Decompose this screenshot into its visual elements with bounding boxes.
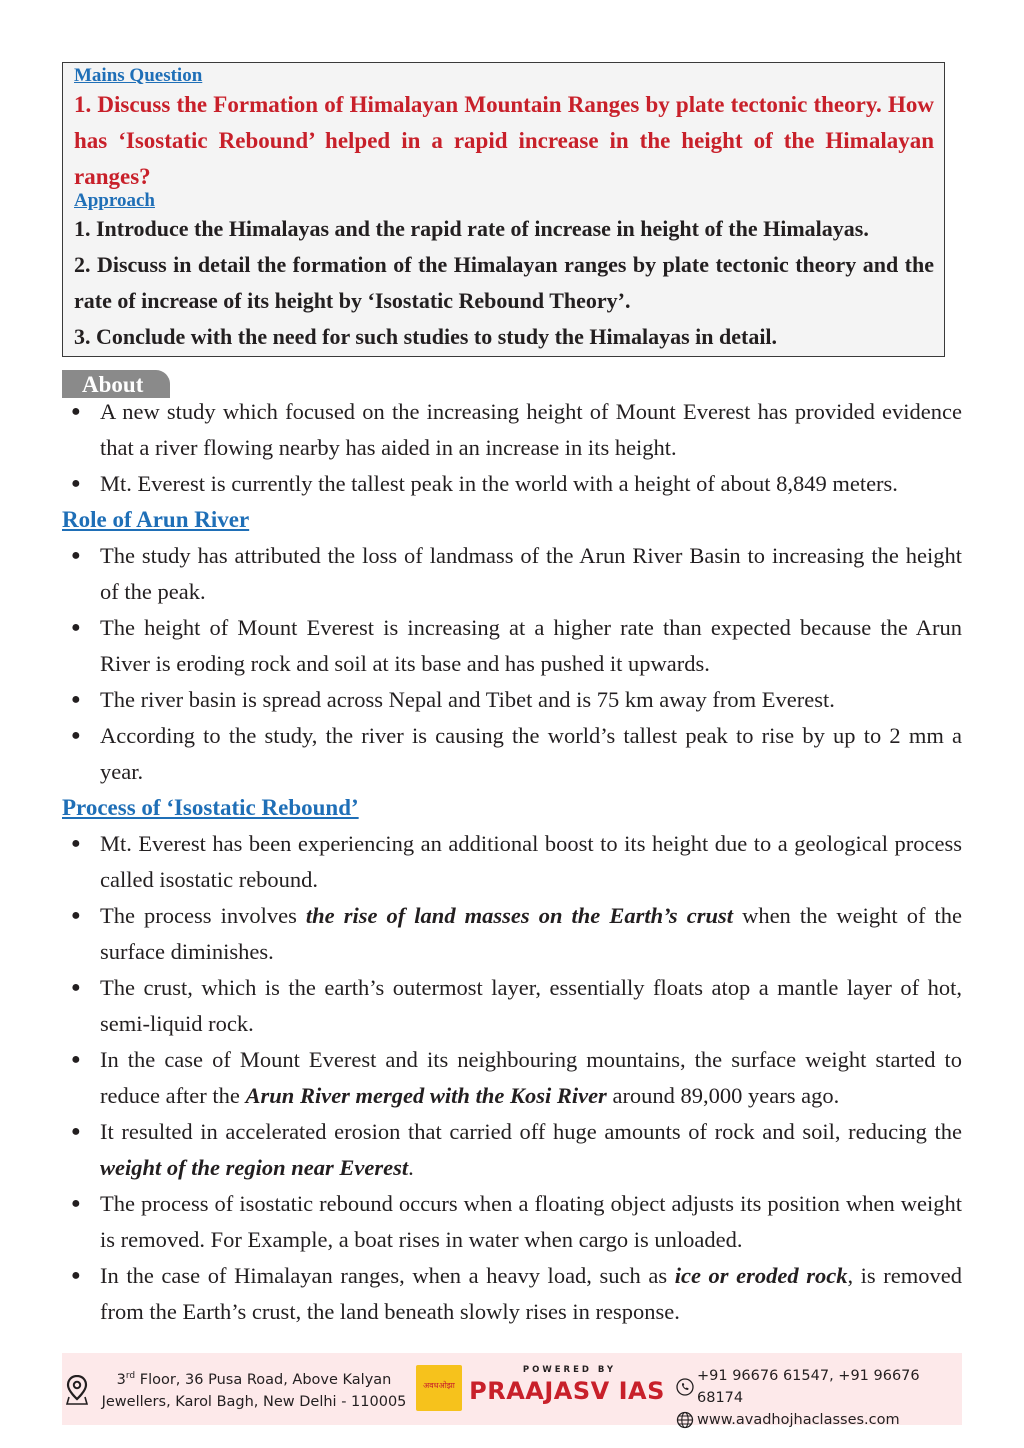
avadh-ojha-logo: अवधओझा — [416, 1365, 462, 1411]
page-footer — [62, 1353, 962, 1428]
list-item: ● The height of Mount Everest is increasing at a higher rate than expected because the Arun River is eroding rock and soil at its base and has pushed it upwards. — [71, 615, 962, 676]
mains-question-box — [62, 62, 945, 357]
list-item: ● The process involves the rise of land masses on the Earth’s crust when the weight of the surface diminishes. — [71, 903, 962, 964]
list-item: ● In the case of Mount Everest and its neighbouring mountains, the surface weight started to reduce after the Arun River merged with the Kosi River around 89,000 years ago. — [71, 1047, 962, 1108]
mains-question-text: 1. Discuss the Formation of Himalayan Mountain Ranges by plate tectonic theory. How has ‘Isostatic Rebound’ helped in a rapid increase in the height of the Himalayan ranges? — [74, 92, 934, 189]
location-pin-icon — [66, 1375, 88, 1405]
approach-label: Approach — [74, 190, 155, 211]
list-item: ● The river basin is spread across Nepal and Tibet and is 75 km away from Everest. — [71, 687, 835, 712]
list-item: ● According to the study, the river is causing the world’s tallest peak to rise by up to 2 mm a year. — [71, 723, 962, 784]
globe-icon — [676, 1411, 694, 1429]
approach-point: 2. Discuss in detail the formation of the Himalayan ranges by plate tectonic theory and the rate of increase of its height by ‘Isostatic Rebound Theory’. — [74, 252, 934, 313]
isostatic-rebound-list — [62, 826, 962, 1330]
about-tab: About — [62, 370, 170, 398]
about-list — [62, 394, 962, 502]
footer-contact — [676, 1365, 962, 1431]
mains-question-label: Mains Question — [74, 65, 203, 86]
brand-name: PRAAJASV IAS — [469, 1377, 665, 1405]
main-content — [62, 394, 962, 1330]
list-item: ● The study has attributed the loss of landmass of the Arun River Basin to increasing the height of the peak. — [71, 543, 962, 604]
phone-numbers: +91 96676 61547, +91 96676 68174 — [697, 1368, 920, 1406]
phone-icon — [676, 1378, 694, 1396]
powered-by-label: POWERED BY — [522, 1365, 617, 1375]
isostatic-rebound-heading: Process of ‘Isostatic Rebound’ — [62, 795, 359, 820]
list-item: ● It resulted in accelerated erosion that carried off huge amounts of rock and soil, reducing the weight of the region near Everest. — [71, 1119, 962, 1180]
approach-point: 1. Introduce the Himalayas and the rapid rate of increase in height of the Himalayas. — [74, 216, 869, 241]
website-link[interactable]: www.avadhojhaclasses.com — [697, 1412, 900, 1428]
approach-point: 3. Conclude with the need for such studies to study the Himalayas in detail. — [74, 324, 778, 349]
list-item: ● In the case of Himalayan ranges, when a heavy load, such as ice or eroded rock, is removed from the Earth’s crust, the land beneath slowly rises in response. — [71, 1263, 962, 1324]
approach-list — [74, 211, 934, 355]
arun-river-heading: Role of Arun River — [62, 507, 250, 532]
arun-river-list — [62, 538, 962, 790]
list-item: ● Mt. Everest has been experiencing an additional boost to its height due to a geological process called isostatic rebound. — [71, 831, 962, 892]
footer-address: 3rd Floor, 36 Pusa Road, Above Kalyan Jewellers, Karol Bagh, New Delhi - 110005 — [101, 1371, 407, 1410]
list-item: ● A new study which focused on the increasing height of Mount Everest has provided evidence that a river flowing nearby has aided in an increase in its height. — [71, 399, 962, 460]
list-item: ● Mt. Everest is currently the tallest peak in the world with a height of about 8,849 meters. — [71, 471, 898, 496]
list-item: ● The process of isostatic rebound occurs when a floating object adjusts its position when weight is removed. For Example, a boat rises in water when cargo is unloaded. — [71, 1191, 962, 1252]
list-item: ● The crust, which is the earth’s outermost layer, essentially floats atop a mantle layer of hot, semi-liquid rock. — [71, 975, 962, 1036]
